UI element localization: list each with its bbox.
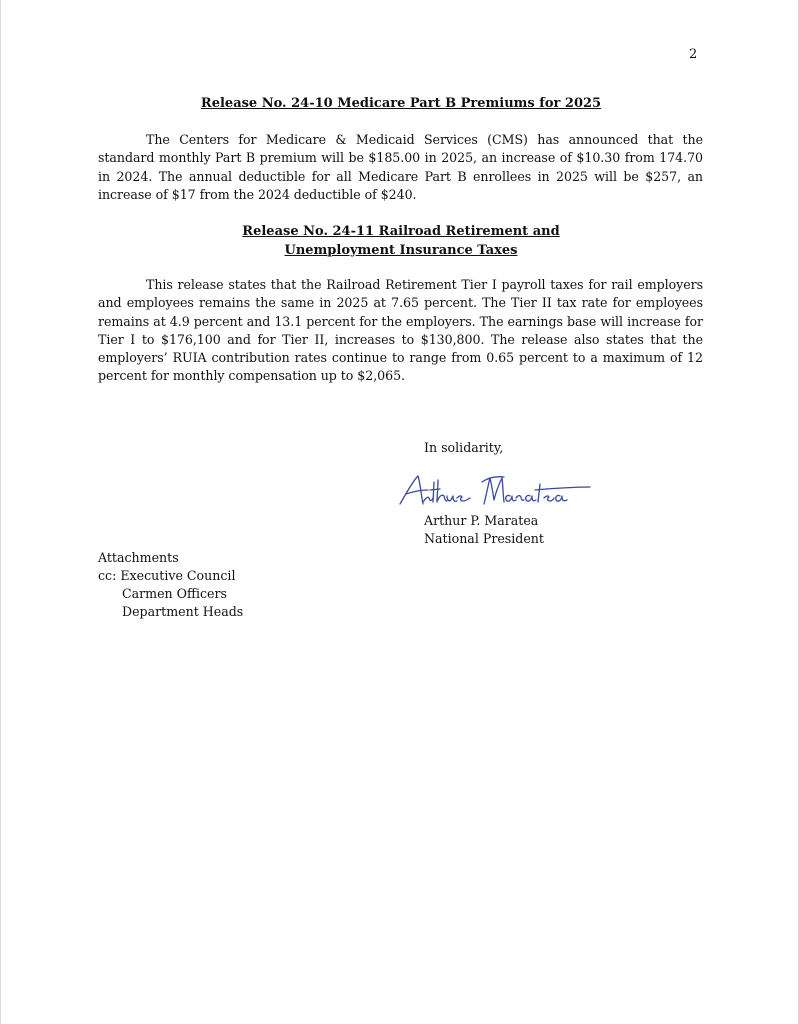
attachments-label: Attachments — [98, 550, 179, 565]
cc-recipient-carmen-officers: Carmen Officers — [122, 586, 227, 601]
cc-line: cc: Executive Council — [98, 568, 236, 583]
page-number: 2 — [689, 47, 698, 62]
paragraph-medicare: The Centers for Medicare & Medicaid Services (CMS) has announced that the standard monthly Part B premium will be $185.00 in 2025, an increase of $10.30 from 174.70 in 2024. The annual deductible for all Medicare Part B enrollees in 2025 will be $257, an increase of $17 from the 2024 deductible of $240. — [98, 132, 703, 202]
paragraph-railroad: This release states that the Railroad Retirement Tier I payroll taxes for rail employers and employees remains the same in 2025 at 7.65 percent. The Tier II tax rate for employees remains at 4.9 percent and 13.1 percent for the employers. The earnings base will increase for Tier I to $176,100 and for Tier II, increases to $130,800. The release also states that the employers’ RUIA contribution rates continue to range from 0.65 percent to a maximum of 12 percent for monthly compensation up to $2,065. — [98, 277, 703, 384]
closing-salutation: In solidarity, — [424, 440, 504, 455]
section-heading-railroad-line2: Unemployment Insurance Taxes — [284, 243, 518, 258]
section-heading-medicare: Release No. 24-10 Medicare Part B Premiums for 2025 — [200, 96, 602, 111]
section-heading-railroad — [101, 222, 701, 260]
signer-title: National President — [424, 531, 544, 546]
cc-recipient-department-heads: Department Heads — [122, 604, 244, 619]
handwritten-signature — [396, 468, 596, 514]
section-heading-railroad-line1: Release No. 24-11 Railroad Retirement and — [242, 224, 560, 239]
signer-name: Arthur P. Maratea — [424, 513, 539, 528]
